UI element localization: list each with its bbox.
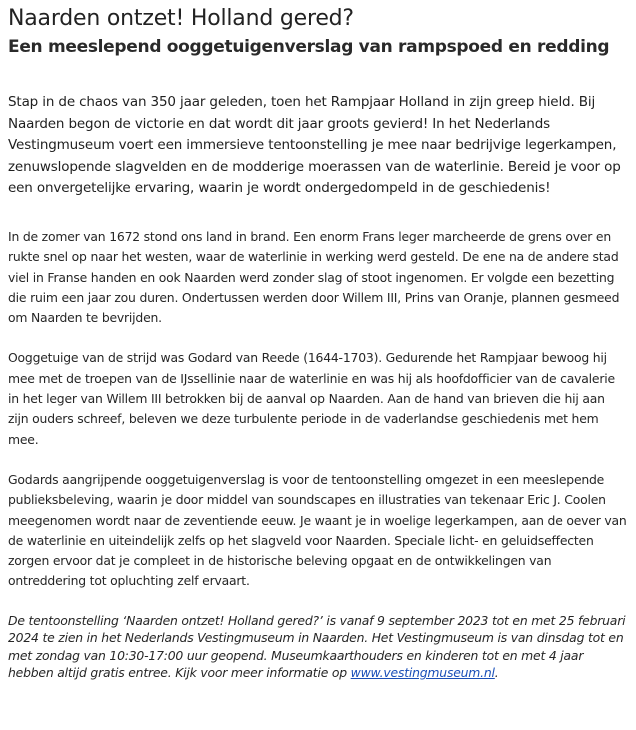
page-subtitle: Een meeslepend ooggetuigenverslag van rampspoed en redding bbox=[8, 37, 610, 57]
body-paragraph-3: Godards aangrijpende ooggetuigenverslag is voor de tentoonstelling omgezet in een meeslepende publieksbeleving, waarin je door middel van soundscapes en illustraties van tekenaar Eric J. Coolen meegenomen wordt naar de zeventiende eeuw. Je waant je in woelige legerkampen, aan de oever van de waterlinie en uiteindelijk zelfs op het slagveld voor Naarden. Speciale licht- en geluidseffecten zorgen ervoor dat je compleet in de historische beleving opgaat en de ontwikkelingen van ontreddering tot opluchting zelf ervaart. bbox=[8, 471, 627, 589]
page-title: Naarden ontzet! Holland gered? bbox=[8, 6, 354, 31]
body-paragraph-2: Ooggetuige van de strijd was Godard van Reede (1644-1703). Gedurende het Rampjaar bewoog hij mee met de troepen van de IJssellinie naar de waterlinie en was hij als hoofdofficier van de cavalerie in het leger van Willem III betrokken bij de aanval op Naarden. Aan de hand van brieven die hij aan zijn ouders schreef, beleven we deze turbulente periode in de vaderlandse geschiedenis met hem mee. bbox=[8, 350, 615, 447]
museum-website-link[interactable]: www.vestingmuseum.nl bbox=[350, 665, 495, 681]
closing-text: De tentoonstelling ‘Naarden ontzet! Holland gered?’ is vanaf 9 september 2023 tot en met 25 februari 2024 te zien in het Nederlands Vestingmuseum in Naarden. Het Vestingmuseum is van dinsdag tot en met zondag van 10:30-17:00 uur geopend. Museumkaarthouders en kinderen tot en met 4 jaar hebben altijd gratis entree. Kijk voor meer informatie op bbox=[8, 612, 626, 681]
intro-paragraph: Stap in de chaos van 350 jaar geleden, toen het Rampjaar Holland in zijn greep hield. Bij Naarden begon de victorie en dat wordt dit jaar groots gevierd! In het Nederlands Vestingmuseum voert een immersieve tentoonstelling je mee naar bedrijvige legerkampen, zenuwslopende slagvelden en de modderige moerassen van de waterlinie. Bereid je voor op een onvergetelijke ervaring, waarin je wordt ondergedompeld in de geschiedenis! bbox=[8, 94, 621, 197]
body-paragraph-1: In de zomer van 1672 stond ons land in brand. Een enorm Frans leger marcheerde de grens over en rukte snel op naar het westen, waar de waterlinie in werking werd gesteld. De ene na de andere stad viel in Franse handen en ook Naarden werd zonder slag of stoot ingenomen. Er volgde een bezetting die ruim een jaar zou duren. Ondertussen werden door Willem III, Prins van Oranje, plannen gesmeed om Naarden te bevrijden. bbox=[8, 228, 620, 326]
closing-paragraph bbox=[8, 612, 628, 682]
article bbox=[8, 6, 628, 682]
closing-period: . bbox=[494, 665, 499, 681]
